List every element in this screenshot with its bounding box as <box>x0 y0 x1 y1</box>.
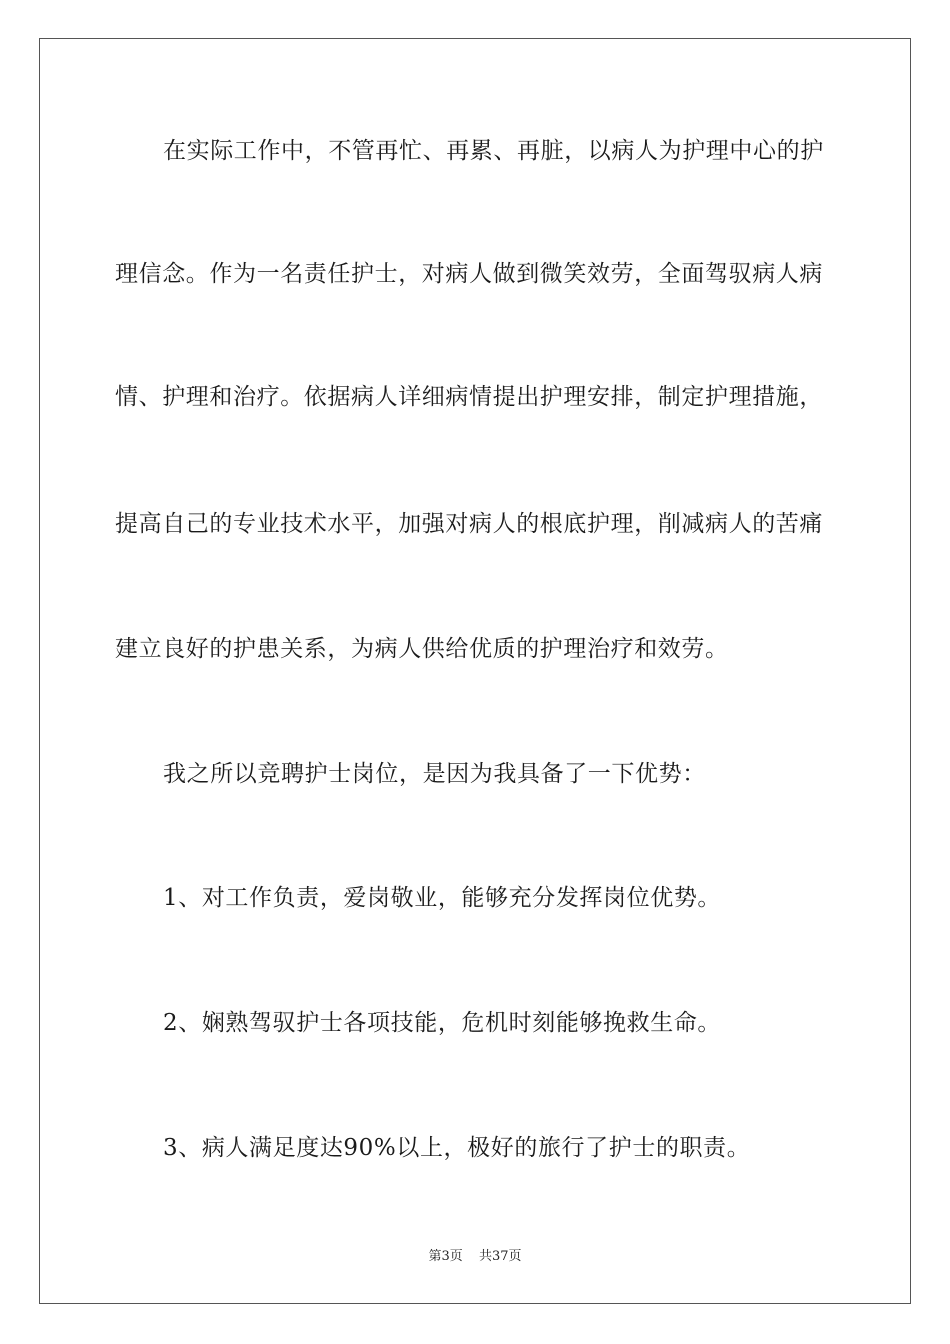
page-total: 共37页 <box>478 1249 522 1264</box>
paragraph-line: 在实际工作中，不管再忙、再累、再脏，以病人为护理中心的护 <box>163 138 824 164</box>
list-item: 2、娴熟驾驭护士各项技能，危机时刻能够挽救生命。 <box>163 1010 722 1036</box>
paragraph-line: 我之所以竞聘护士岗位，是因为我具备了一下优势： <box>163 761 706 787</box>
page-footer <box>0 1248 950 1266</box>
list-item: 3、病人满足度达90%以上，极好的旅行了护士的职责。 <box>163 1135 751 1161</box>
page-border <box>39 38 911 1304</box>
paragraph-line: 建立良好的护患关系，为病人供给优质的护理治疗和效劳。 <box>115 636 729 662</box>
page-number: 第3页 <box>428 1249 463 1264</box>
paragraph-line: 提高自己的专业技术水平，加强对病人的根底护理，削减病人的苦痛 <box>115 511 823 537</box>
list-item: 1、对工作负责，爱岗敬业，能够充分发挥岗位优势。 <box>163 885 722 911</box>
paragraph-line: 理信念。作为一名责任护士，对病人做到微笑效劳，全面驾驭病人病 <box>115 261 823 287</box>
paragraph-line: 情、护理和治疗。依据病人详细病情提出护理安排，制定护理措施， <box>115 384 823 410</box>
